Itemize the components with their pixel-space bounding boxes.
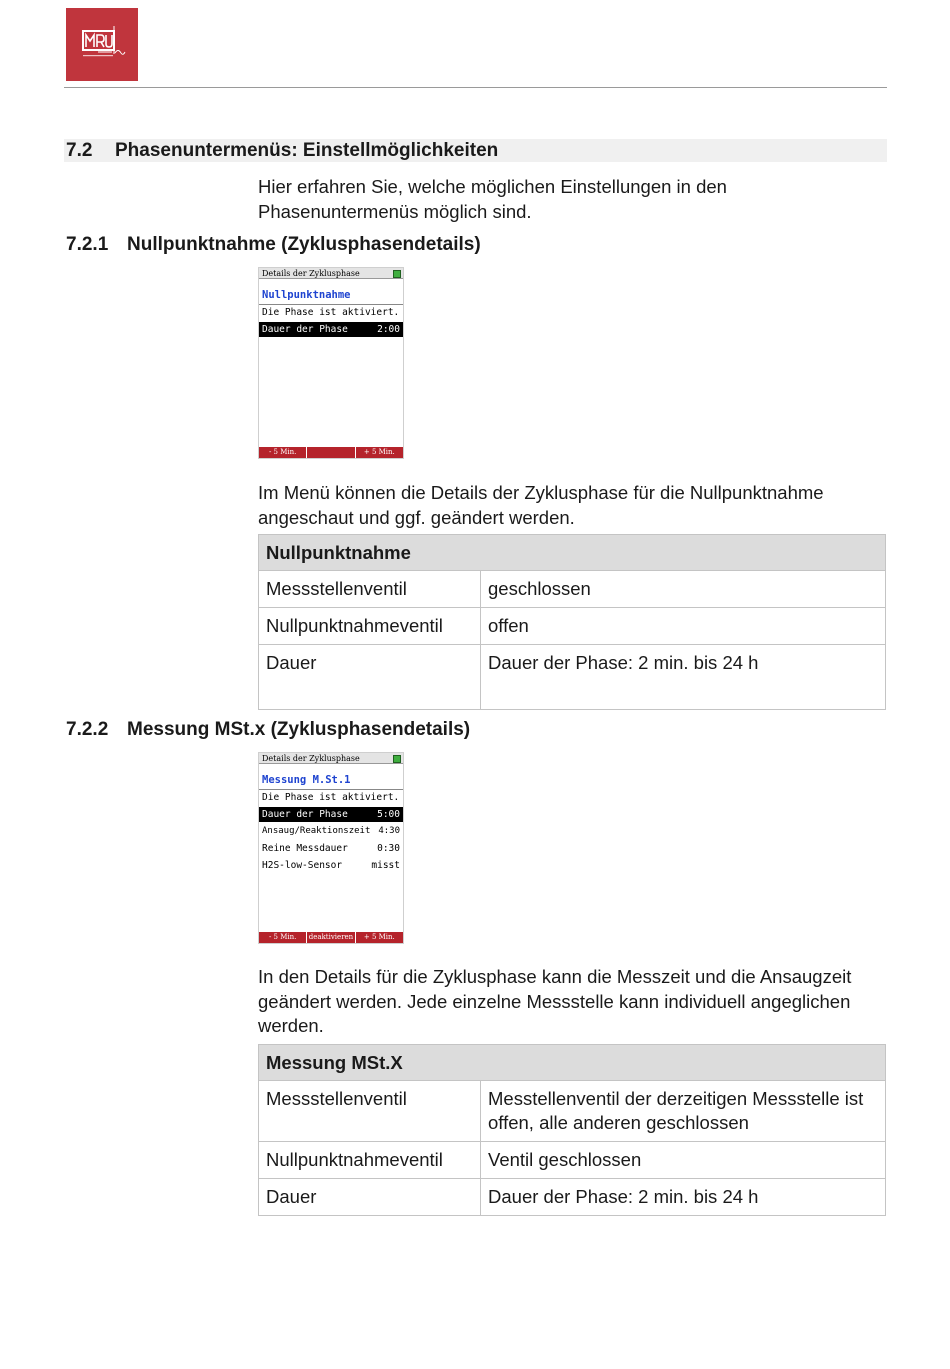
text-line: angeschaut und ggf. geändert werden. xyxy=(258,506,575,528)
screen-title: Details der Zyklusphase xyxy=(259,753,403,764)
section-heading-7-2 xyxy=(66,140,498,162)
screen-row-selected[interactable] xyxy=(259,807,403,822)
screen-row[interactable] xyxy=(259,858,403,873)
softkey-empty[interactable] xyxy=(307,447,355,458)
mru-logo-icon xyxy=(66,8,138,81)
screen-status: Die Phase ist aktiviert. xyxy=(262,792,400,803)
screen-row-label: Ansaug/Reaktionszeit xyxy=(262,826,371,836)
softkey-plus-5-min[interactable]: + 5 Min. xyxy=(363,448,395,456)
table-row xyxy=(259,571,886,608)
text-line: werden. xyxy=(258,1015,324,1036)
screen-row[interactable] xyxy=(259,824,403,839)
text-line: Phasenuntermenüs möglich sind. xyxy=(258,200,532,222)
device-screen-nullpunktnahme xyxy=(258,267,404,459)
screen-title: Details der Zyklusphase xyxy=(259,268,403,279)
screen-row-label: Reine Messdauer xyxy=(262,843,348,854)
text-line: geändert werden. Jede einzelne Messstelle kann individuell angeglichen xyxy=(258,990,851,1012)
screen-row-value: 4:30 xyxy=(378,826,400,836)
table-cell-label: Messstellenventil xyxy=(259,571,481,608)
softkey-deaktivieren[interactable]: deaktivieren xyxy=(307,932,355,943)
section-title: Messung MSt.x (Zyklusphasendetails) xyxy=(127,719,471,740)
screen-row-selected[interactable] xyxy=(259,322,403,337)
battery-icon xyxy=(393,270,401,278)
table-cell-value: offen xyxy=(481,608,886,645)
section-text xyxy=(258,481,824,530)
text-line: Im Menü können die Details der Zyklusphase für die Nullpunktnahme xyxy=(258,482,824,503)
screen-row[interactable] xyxy=(259,841,403,856)
table-cell-line: Messtellenventil der derzeitigen Messstelle ist xyxy=(488,1088,864,1109)
table-messung xyxy=(258,1044,886,1216)
text-line: Hier erfahren Sie, welche möglichen Einstellungen in den xyxy=(258,176,727,197)
battery-icon xyxy=(393,755,401,763)
table-cell-label: Dauer xyxy=(259,645,481,710)
table-cell-value xyxy=(481,1081,886,1142)
screen-row-label: H2S-low-Sensor xyxy=(262,860,343,871)
device-screen-messung xyxy=(258,752,404,944)
table-cell-value: geschlossen xyxy=(481,571,886,608)
screen-row-value: 2:00 xyxy=(377,324,400,335)
table-cell-value: Dauer der Phase: 2 min. bis 24 h xyxy=(481,645,886,710)
screen-heading: Nullpunktnahme xyxy=(262,289,351,301)
table-header: Nullpunktnahme xyxy=(259,535,886,571)
screen-row-label: Dauer der Phase xyxy=(262,809,348,820)
table-nullpunktnahme xyxy=(258,534,886,710)
header-rule xyxy=(64,87,887,88)
softkey-minus-5-min[interactable]: - 5 Min. xyxy=(259,447,307,458)
table-cell-label: Nullpunktnahmeventil xyxy=(259,1142,481,1179)
section-number: 7.2 xyxy=(66,140,93,161)
section-text xyxy=(258,965,851,1039)
section-heading-7-2-1 xyxy=(66,234,481,256)
table-cell-value: Dauer der Phase: 2 min. bis 24 h xyxy=(481,1179,886,1216)
table-row xyxy=(259,1081,886,1142)
table-cell-label: Dauer xyxy=(259,1179,481,1216)
section-title: Nullpunktnahme (Zyklusphasendetails) xyxy=(127,234,481,255)
text-line: In den Details für die Zyklusphase kann die Messzeit und die Ansaugzeit xyxy=(258,966,852,987)
section-number: 7.2.2 xyxy=(66,719,109,740)
section-intro xyxy=(258,175,727,224)
screen-status: Die Phase ist aktiviert. xyxy=(262,307,400,318)
section-heading-7-2-2 xyxy=(66,719,470,741)
table-cell-label: Messstellenventil xyxy=(259,1081,481,1142)
softkey-bar xyxy=(259,932,403,943)
screen-row-label: Dauer der Phase xyxy=(262,324,348,335)
section-number: 7.2.1 xyxy=(66,234,109,255)
screen-row-value: 0:30 xyxy=(377,843,400,854)
table-row xyxy=(259,608,886,645)
table-row xyxy=(259,1142,886,1179)
softkey-bar xyxy=(259,447,403,458)
table-row xyxy=(259,645,886,710)
softkey-plus-5-min[interactable]: + 5 Min. xyxy=(363,933,395,941)
table-header: Messung MSt.X xyxy=(259,1045,886,1081)
softkey-minus-5-min[interactable]: - 5 Min. xyxy=(259,932,307,943)
table-cell-line: offen, alle anderen geschlossen xyxy=(488,1112,749,1133)
table-cell-value: Ventil geschlossen xyxy=(481,1142,886,1179)
screen-row-value: misst xyxy=(371,860,400,871)
table-row xyxy=(259,1179,886,1216)
section-title: Phasenuntermenüs: Einstellmöglichkeiten xyxy=(115,140,499,161)
screen-row-value: 5:00 xyxy=(377,809,400,820)
table-cell-label: Nullpunktnahmeventil xyxy=(259,608,481,645)
screen-heading: Messung M.St.1 xyxy=(262,774,351,786)
